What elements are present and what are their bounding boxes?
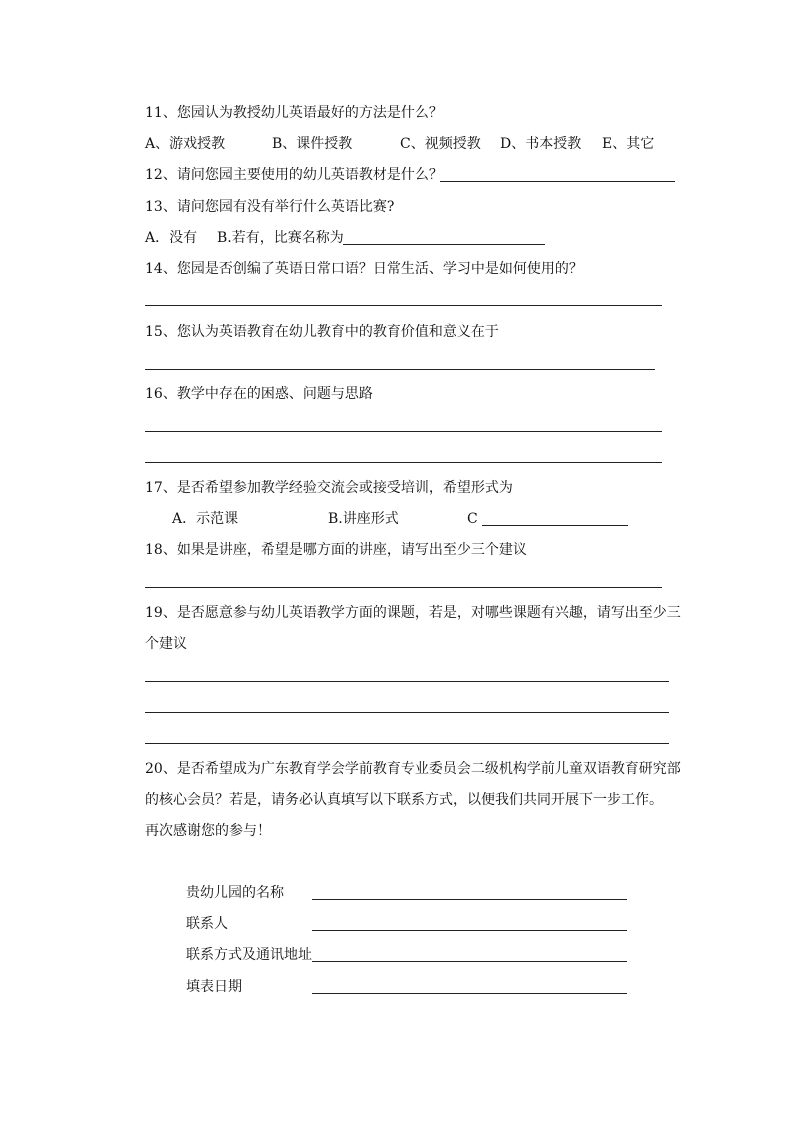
q19-answer-line-3[interactable] [145,743,669,744]
label-contact-person: 联系人 [186,916,228,932]
question-19-line-1: 19、是否愿意参与幼儿英语教学方面的课题，若是，对哪些课题有兴趣，请写出至少三 [145,605,681,621]
question-11: 11、您园认为教授幼儿英语最好的方法是什么？ [145,105,443,121]
q13-answer-line[interactable] [343,244,545,245]
question-20-line-1: 20、是否希望成为广东教育学会学前教育专业委员会二级机构学前儿童双语教育研究部 [145,761,681,777]
question-14: 14、您园是否创编了英语日常口语？日常生活、学习中是如何使用的？ [145,261,583,277]
question-18: 18、如果是讲座，希望是哪方面的讲座，请写出至少三个建议 [145,542,527,558]
q11-option-c: C、视频授教 [400,136,481,152]
q19-answer-line-2[interactable] [145,712,669,713]
q18-answer-line[interactable] [145,587,662,588]
q17-option-a: A．示范课 [172,511,239,527]
question-13: 13、请问您园有没有举行什么英语比赛? [145,199,395,215]
question-20-line-3: 再次感谢您的参与！ [145,823,271,839]
fill-date-line[interactable] [312,993,627,994]
contact-address-line[interactable] [312,961,627,962]
q11-option-d: D、书本授教 [500,136,582,152]
q16-answer-line-2[interactable] [145,462,662,463]
label-fill-date: 填表日期 [186,979,242,995]
q14-answer-line[interactable] [145,305,662,306]
q15-answer-line[interactable] [145,369,655,370]
q11-option-e: E、其它 [602,136,655,152]
q11-option-a: A、游戏授教 [145,136,226,152]
q13-option-a: A．没有 [145,230,198,246]
q17-option-b: B.讲座形式 [328,511,399,527]
q19-answer-line-1[interactable] [145,681,669,682]
label-contact-address: 联系方式及通讯地址 [186,947,312,963]
q16-answer-line-1[interactable] [145,431,662,432]
question-17: 17、是否希望参加教学经验交流会或接受培训，希望形式为 [145,480,513,496]
contact-person-line[interactable] [312,930,627,931]
q12-answer-line[interactable] [440,181,675,182]
kindergarten-name-line[interactable] [312,899,627,900]
q13-option-b: B.若有，比赛名称为 [217,230,344,246]
question-12: 12、请问您园主要使用的幼儿英语教材是什么？ [145,167,443,183]
label-kindergarten-name: 贵幼儿园的名称 [186,885,284,901]
question-15: 15、您认为英语教育在幼儿教育中的教育价值和意义在于 [145,324,499,340]
question-20-line-2: 的核心会员？若是，请务必认真填写以下联系方式，以便我们共同开展下一步工作。 [145,792,663,808]
q17-option-c: C [467,511,478,527]
question-16: 16、教学中存在的困惑、问题与思路 [145,386,373,402]
q11-option-b: B、课件授教 [272,136,353,152]
question-19-line-2: 个建议 [145,636,187,652]
q17-answer-line[interactable] [482,525,628,526]
